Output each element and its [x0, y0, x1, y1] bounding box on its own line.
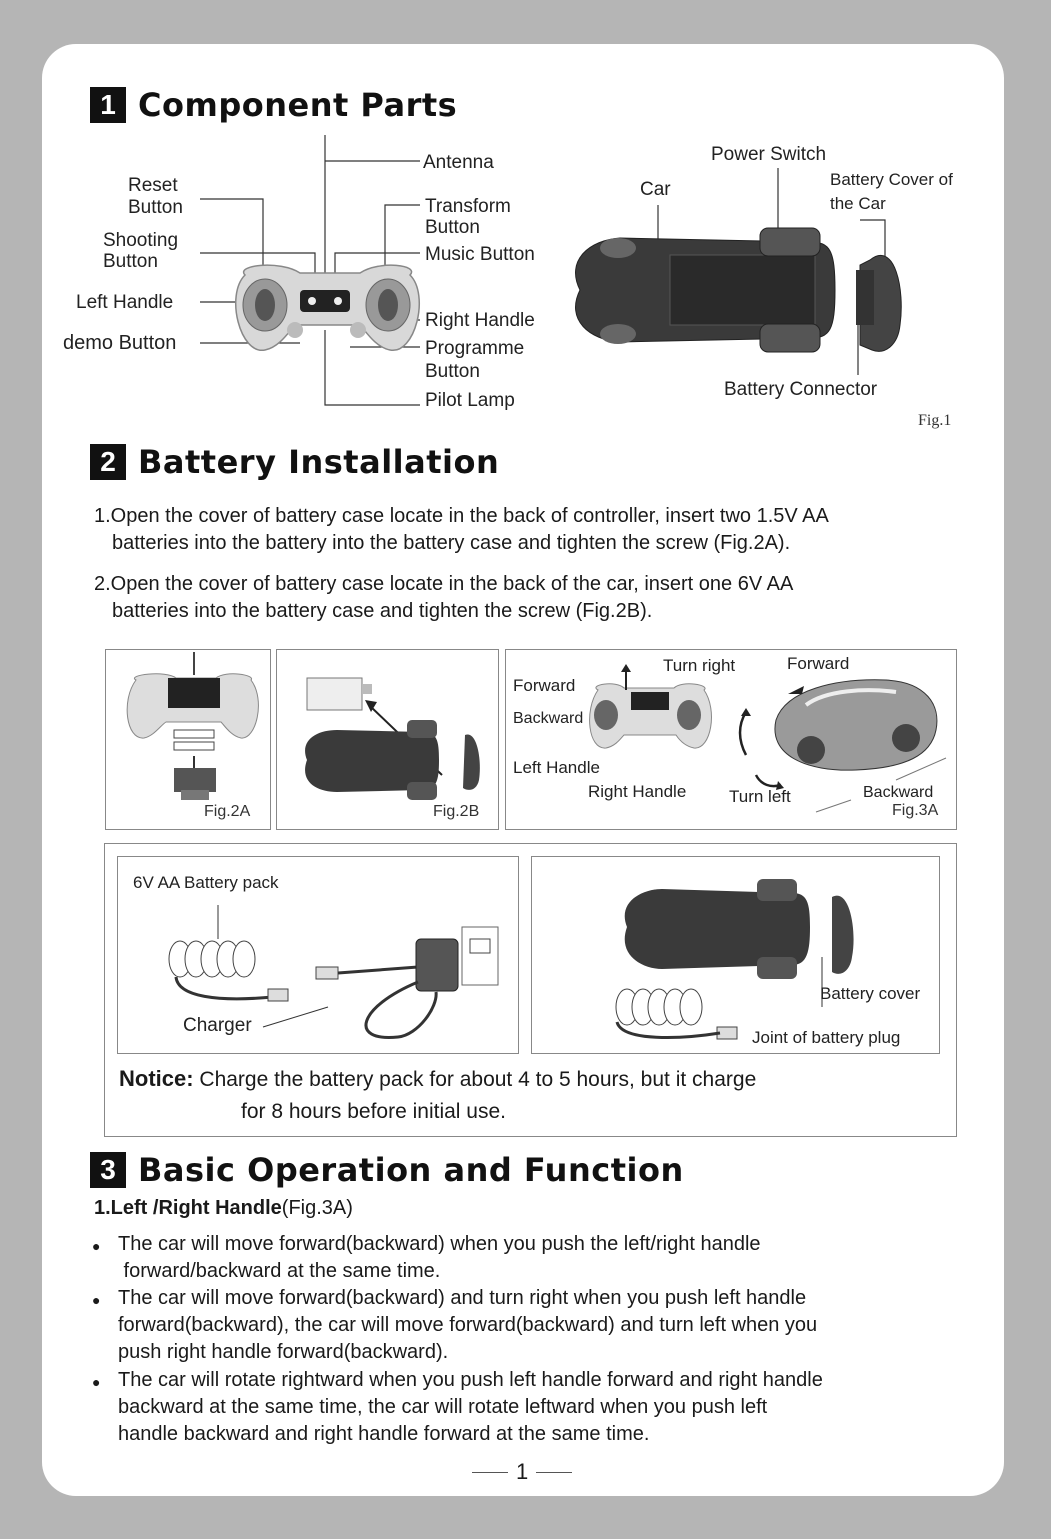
transform-button-label: Transform Button — [425, 196, 511, 238]
subsection-ref: (Fig.3A) — [281, 1197, 353, 1219]
charger-label: Charger — [183, 1015, 252, 1036]
section-title: Battery Installation — [138, 443, 500, 481]
right-handle-label: Right Handle — [425, 310, 535, 331]
programme-button-label: Programme Button — [425, 338, 525, 382]
fig3a-forward-left-label: Forward — [513, 676, 576, 695]
bullet-1 — [92, 1231, 761, 1285]
section-2-header — [90, 443, 499, 481]
car-body-icon — [576, 228, 902, 352]
section-1-header — [90, 86, 457, 124]
reset-button-label: Reset Button — [128, 175, 183, 218]
demo-button-label: demo Button — [63, 332, 177, 354]
battery-connector-label: Battery Connector — [724, 379, 878, 400]
bullet-dot: ● — [92, 1374, 101, 1390]
bullet-2-line-1: The car will move forward(backward) and turn right when you push left handle — [118, 1287, 807, 1309]
page-number-value: 1 — [516, 1459, 529, 1484]
controller-icon — [236, 265, 420, 350]
fig-2b-caption: Fig.2B — [433, 803, 480, 820]
controller-back-icon — [106, 650, 269, 828]
fig3a-turn-left-label: Turn left — [729, 787, 791, 806]
bullet-dot: ● — [92, 1238, 101, 1254]
step-2-line-2: batteries into the battery case and tighten the screw (Fig.2B). — [112, 600, 653, 622]
page-number — [472, 1459, 572, 1485]
subsection-bold: 1.Left /Right Handle — [94, 1197, 282, 1219]
fig3a-turn-right-label: Turn right — [663, 656, 736, 675]
section-title: Component Parts — [138, 86, 458, 124]
bullet-dot: ● — [92, 1292, 101, 1308]
subsection-heading — [94, 1197, 353, 1220]
fig1-caption: Fig.1 — [918, 412, 952, 429]
step-1-line-2: batteries into the battery into the battery case and tighten the screw (Fig.2A). — [112, 532, 791, 554]
section-number: 1 — [90, 87, 126, 123]
fig-2b-panel — [276, 649, 499, 830]
fig-2a-caption: Fig.2A — [204, 803, 251, 820]
step-2-line-1: 2.Open the cover of battery case locate in the back of the car, insert one 6V AA — [94, 573, 794, 595]
joint-battery-plug-label: Joint of battery plug — [752, 1028, 901, 1047]
bullet-3-line-1: The car will rotate rightward when you push left handle forward and right handle — [118, 1369, 823, 1391]
section-title: Basic Operation and Function — [138, 1151, 684, 1189]
bullet-1-line-2: forward/backward at the same time. — [118, 1260, 441, 1282]
fig-2a-panel — [105, 649, 271, 830]
bullet-3 — [92, 1367, 823, 1448]
fig3a-forward-right-label: Forward — [787, 654, 850, 673]
pilot-lamp-label: Pilot Lamp — [425, 390, 515, 411]
notice-line-2: for 8 hours before initial use. — [241, 1100, 506, 1123]
battery-cover-label-2: Battery cover — [820, 984, 921, 1003]
divider — [536, 1472, 572, 1473]
charging-panel — [104, 843, 957, 1137]
bullet-2-line-2: forward(backward), the car will move forward(backward) and turn left when you — [118, 1314, 818, 1336]
notice-line-1: Charge the battery pack for about 4 to 5 hours, but it charge — [199, 1068, 757, 1091]
fig3a-backward-left-label: Backward — [513, 710, 584, 727]
bullet-3-line-2: backward at the same time, the car will rotate leftward when you push left — [118, 1396, 768, 1418]
fig3a-left-handle-label: Left Handle — [513, 758, 600, 777]
battery-cover-label: Battery Cover of the Car — [830, 170, 953, 213]
charger-subpanel — [117, 856, 519, 1054]
divider — [472, 1472, 508, 1473]
left-handle-label: Left Handle — [76, 292, 174, 313]
fig-3a-panel — [505, 649, 957, 830]
car-battery-icon — [277, 650, 497, 828]
car-battery-illustration — [532, 857, 938, 1052]
fig3a-backward-right-label: Backward — [863, 784, 934, 801]
power-switch-label: Power Switch — [711, 144, 827, 165]
bullet-2 — [92, 1285, 818, 1366]
antenna-label: Antenna — [423, 152, 494, 173]
music-button-label: Music Button — [425, 244, 535, 265]
step-1-line-1: 1.Open the cover of battery case locate in the back of controller, insert two 1.5V AA — [94, 505, 829, 527]
section-3-header — [90, 1151, 684, 1189]
notice-label: Notice: — [119, 1066, 194, 1091]
shooting-button-label: Shooting Button — [103, 230, 179, 272]
section-number: 3 — [90, 1152, 126, 1188]
car-label: Car — [640, 179, 671, 200]
car-battery-subpanel — [531, 856, 940, 1054]
fig3a-right-handle-label: Right Handle — [588, 782, 687, 801]
notice — [119, 1062, 756, 1097]
bullet-1-line-1: The car will move forward(backward) when you push the left/right handle — [118, 1233, 761, 1255]
battery-pack-label: 6V AA Battery pack — [133, 873, 279, 892]
fig-3a-caption: Fig.3A — [892, 802, 939, 819]
bullet-2-line-3: push right handle forward(backward). — [118, 1341, 449, 1363]
bullet-3-line-3: handle backward and right handle forward at the same time. — [118, 1423, 650, 1445]
section-number: 2 — [90, 444, 126, 480]
